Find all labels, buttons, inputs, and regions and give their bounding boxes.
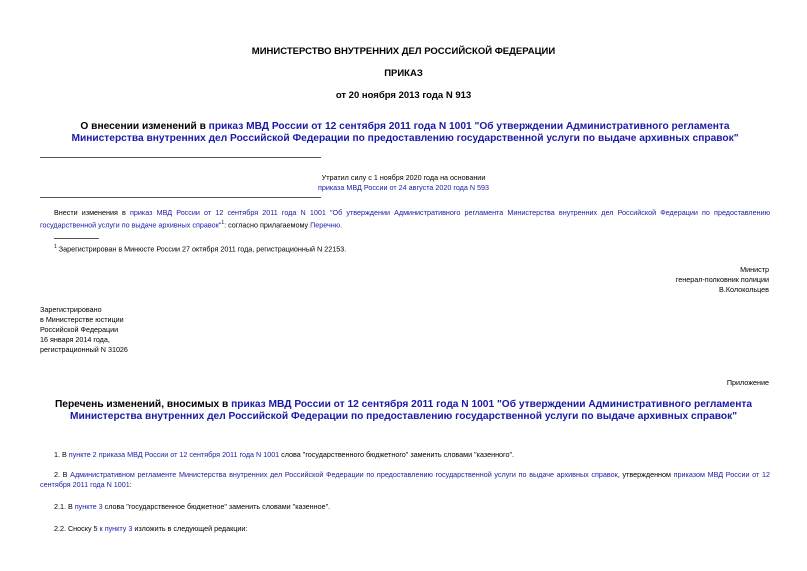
signature-rank: генерал-полковник полиции	[675, 275, 769, 284]
list-title-order-link[interactable]: приказ МВД России от 12 сентября 2011 года N 1001 "Об утверждении Административного регламента Министерства внутренних дел Российской Федерации по предоставлению государственной услуги по выдаче архивных справок"	[69, 399, 753, 422]
footnote-text: Зарегистрирован в Минюсте России 27 октября 2011 года, регистрационный N 22153.	[56, 244, 347, 254]
lost-force-note	[0, 173, 807, 193]
item-1-link-point[interactable]: пункте 2	[68, 450, 97, 459]
registration-line: Зарегистрировано	[40, 305, 102, 314]
divider	[40, 197, 321, 198]
footnote	[54, 242, 346, 254]
appendix-label: Приложение	[726, 378, 769, 387]
title-prefix: О внесении изменений в	[80, 121, 209, 132]
signature-name: В.Колокольцев	[719, 285, 769, 294]
list-title	[40, 399, 767, 423]
item-2-link-regulation[interactable]: Административном регламенте Министерства внутренних дел Российской Федерации по предоставлению государственной услуги по выдаче архивных справок	[70, 470, 618, 479]
title-order-link[interactable]: приказ МВД России от 12 сентября 2011 года N 1001 "Об утверждении Административного регламента Министерства внутренних дел Российской Федерации по предоставлению государственной услуги по выдаче архивных справок"	[71, 121, 739, 144]
footnote-divider	[54, 238, 99, 239]
registration-line: Российской Федерации	[40, 325, 119, 334]
list-item-1	[54, 450, 770, 460]
footnote-mark[interactable]: 1	[221, 220, 225, 226]
item-2-2-num: 2.2. Сноску 5	[54, 524, 100, 533]
item-1-num: 1. В	[54, 450, 69, 459]
lost-force-text: Утратил силу с 1 ноября 2020 года на основании	[321, 173, 486, 182]
list-title-prefix: Перечень изменений, вносимых в	[54, 399, 232, 410]
registration-line: 16 января 2014 года,	[40, 335, 110, 344]
list-item-2	[40, 470, 770, 490]
registration-line: регистрационный N 31026	[40, 345, 128, 354]
item-1-link-order[interactable]: приказа МВД России от 12 сентября 2011 года N 1001	[98, 450, 280, 459]
intro-end: .	[340, 220, 343, 230]
item-2-link-order[interactable]: приказом МВД России от 12 сентября 2011 года N 1001	[40, 470, 770, 489]
ministry-heading: МИНИСТЕРСТВО ВНУТРЕННИХ ДЕЛ РОССИЙСКОЙ ФЕДЕРАЦИИ	[251, 46, 556, 57]
doc-type-heading: ПРИКАЗ	[384, 68, 423, 79]
list-item-2-2	[54, 524, 770, 534]
signature-block	[676, 265, 769, 295]
item-2-num: 2. В	[54, 470, 71, 479]
intro-middle: : согласно прилагаемому	[224, 220, 311, 230]
intro-paragraph	[40, 208, 770, 230]
registration-line: в Министерстве юстиции	[40, 315, 124, 324]
list-link[interactable]: Перечню	[310, 220, 341, 230]
footnote-number: 1	[54, 244, 57, 250]
doc-date-heading: от 20 ноября 2013 года N 913	[335, 90, 472, 101]
item-2-1-num: 2.1. В	[54, 502, 75, 511]
registration-block	[40, 305, 128, 355]
item-2-1-text: слова "государственное бюджетное" заменить словами "казенное".	[102, 502, 331, 511]
item-2-end: :	[129, 480, 132, 489]
lost-force-link[interactable]: приказа МВД России от 24 августа 2020 года N 593	[317, 183, 490, 192]
intro-order-link[interactable]: приказ МВД России от 12 сентября 2011 года N 1001 "Об утверждении Административного регламента Министерства внутренних дел Российской Федерации по предоставлению государственной услуги по выдаче архивных справок"	[40, 208, 771, 230]
item-2-text: , утвержденном	[617, 470, 674, 479]
item-2-2-link[interactable]: к пункту 3	[99, 524, 133, 533]
item-2-2-text: изложить в следующей редакции:	[132, 524, 248, 533]
divider	[40, 157, 321, 158]
intro-prefix: Внести изменения в	[54, 208, 131, 217]
signature-position: Министр	[740, 265, 769, 274]
item-1-text: слова "государственного бюджетного" заменить словами "казенного".	[279, 450, 515, 459]
item-2-1-link[interactable]: пункте 3	[74, 502, 103, 511]
list-item-2-1	[54, 502, 770, 512]
document-title	[50, 121, 760, 145]
